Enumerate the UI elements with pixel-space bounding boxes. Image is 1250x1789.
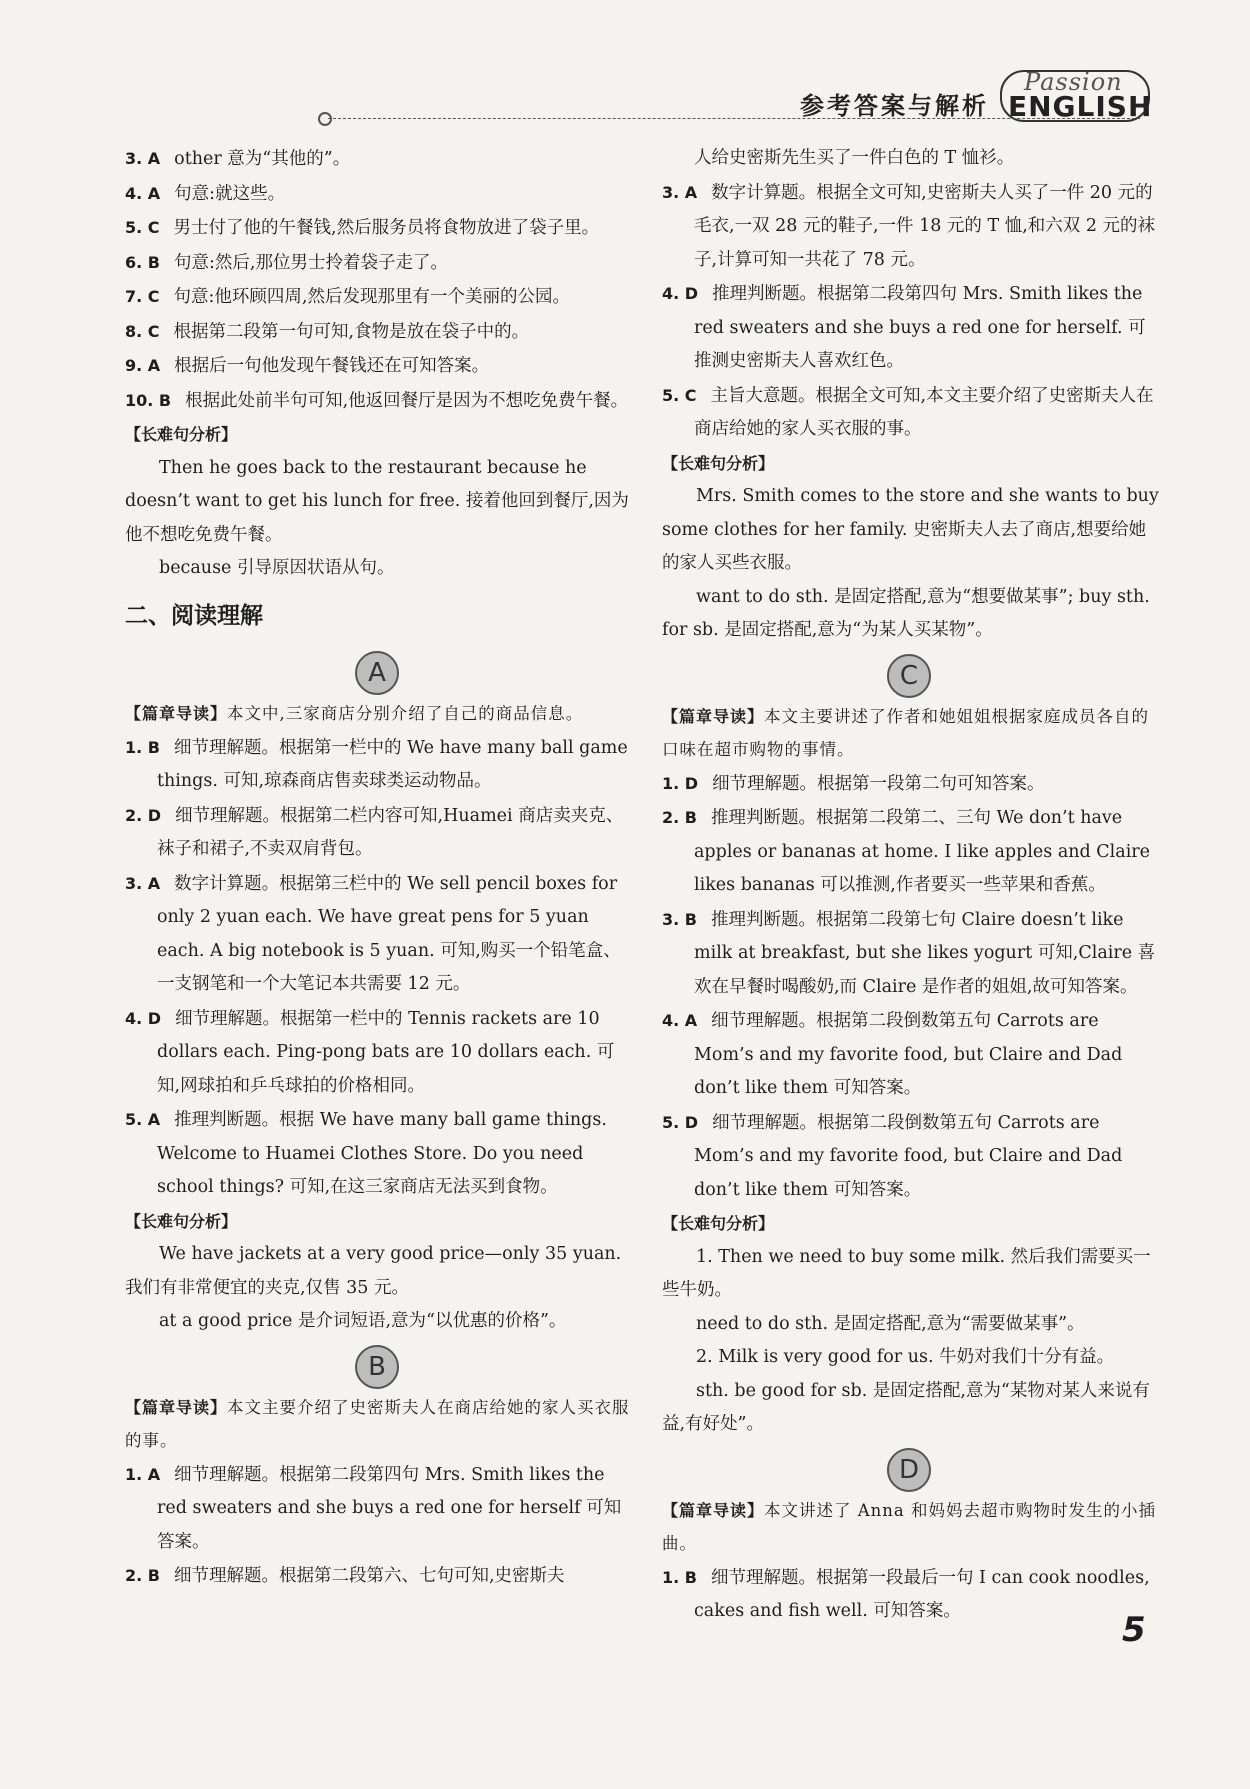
answer-item: 1. D 细节理解题。根据第一段第二句可知答案。	[662, 773, 1045, 794]
answer-item: 2. B 推理判断题。根据第二段第二、三句 We don’t have apples or bananas at home. I like apples and Claire likes bananas 可以推测,作者要买一些苹果和香蕉。	[662, 808, 1151, 895]
answer-item: 1. B 细节理解题。根据第一栏中的 We have many ball game things. 可知,琼森商店售卖球类运动物品。	[125, 737, 628, 791]
analysis-note: need to do sth. 是固定搭配,意为“需要做某事”。	[696, 1313, 1085, 1334]
answer-item: 4. D 推理判断题。根据第二段第四句 Mrs. Smith likes the red sweaters and she buys a red one for herself. 可推测史密斯夫人喜欢红色。	[662, 284, 1146, 371]
analysis-tag: 【长难句分析】	[662, 1214, 775, 1233]
answer-item: 8. C 根据第二段第一句可知,食物是放在袋子中的。	[125, 321, 530, 342]
passage-b-badge: B	[355, 1345, 399, 1389]
analysis-note: want to do sth. 是固定搭配,意为“想要做某事”; buy sth. for sb. 是固定搭配,意为“为某人买某物”。	[662, 586, 1150, 640]
answer-item: 5. C 主旨大意题。根据全文可知,本文主要介绍了史密斯夫人在商店给她的家人买衣服的事。	[662, 385, 1154, 439]
analysis-text: 2. Milk is very good for us. 牛奶对我们十分有益。	[696, 1347, 1115, 1367]
analysis-note: at a good price 是介词短语,意为“以优惠的价格”。	[159, 1311, 567, 1331]
answer-item: 10. B 根据此处前半句可知,他返回餐厅是因为不想吃免费午餐。	[125, 390, 629, 411]
section-title: 二、阅读理解	[125, 602, 263, 629]
passage-c-badge: C	[887, 654, 931, 698]
passage-d-badge: D	[887, 1448, 931, 1492]
answer-item: 5. C 男士付了他的午餐钱,然后服务员将食物放进了袋子里。	[125, 218, 600, 238]
answer-item: 4. D 细节理解题。根据第一栏中的 Tennis rackets are 10 dollars each. Ping-pong bats are 10 dollars each. 可知,网球拍和乒乓球拍的价格相同。	[125, 1008, 615, 1096]
analysis-text: Then he goes back to the restaurant because he doesn’t want to get his lunch for free. 接着他回到餐厅,因为他不想吃免费午餐。	[125, 457, 629, 545]
answer-item: 3. A 数字计算题。根据全文可知,史密斯夫人买了一件 20 元的毛衣,一双 28 元的鞋子,一件 18 元的 T 恤,和六双 2 元的袜子,计算可知一共花了 78 元。	[662, 182, 1156, 270]
answer-item: 2. B 细节理解题。根据第二段第六、七句可知,史密斯夫	[125, 1566, 565, 1586]
answer-item: 1. A 细节理解题。根据第二段第四句 Mrs. Smith likes the red sweaters and she buys a red one for herself 可知答案。	[125, 1464, 622, 1552]
continued-text: 人给史密斯先生买了一件白色的 T 恤衫。	[694, 148, 1015, 168]
analysis-tag: 【长难句分析】	[125, 425, 238, 444]
passion-english-logo	[1000, 68, 1153, 123]
answer-item: 7. C 句意:他环顾四周,然后发现那里有一个美丽的公园。	[125, 287, 570, 307]
analysis-tag: 【长难句分析】	[125, 1211, 238, 1231]
analysis-text: Mrs. Smith comes to the store and she wants to buy some clothes for her family. 史密斯夫人去了商店,想要给她的家人买些衣服。	[662, 486, 1159, 573]
answer-item: 4. A 细节理解题。根据第二段倒数第五句 Carrots are Mom’s and my favorite food, but Claire and Dad don’t like them 可知答案。	[662, 1011, 1123, 1098]
answer-item: 3. A other 意为“其他的”。	[125, 149, 351, 169]
logo-top-text: Passion	[1024, 68, 1123, 96]
logo-bottom-text: ENGLISH	[1008, 90, 1153, 123]
analysis-text: 1. Then we need to buy some milk. 然后我们需要买一些牛奶。	[662, 1246, 1151, 1300]
header-rule-dot	[318, 112, 332, 126]
answer-item: 4. A 句意:就这些。	[125, 183, 286, 204]
answer-item: 2. D 细节理解题。根据第二栏内容可知,Huamei 商店卖夹克、袜子和裙子,不卖双肩背包。	[125, 805, 624, 859]
guide-d: 【篇章导读】本文讲述了 Anna 和妈妈去超市购物时发生的小插曲。	[662, 1500, 1157, 1553]
analysis-note: sth. be good for sb. 是固定搭配,意为“某物对某人来说有益,有好处”。	[662, 1380, 1150, 1434]
analysis-tag: 【长难句分析】	[662, 453, 775, 473]
analysis-text: We have jackets at a very good price—only 35 yuan. 我们有非常便宜的夹克,仅售 35 元。	[125, 1244, 622, 1298]
answer-item: 9. A 根据后一句他发现午餐钱还在可知答案。	[125, 356, 490, 376]
guide-c: 【篇章导读】本文主要讲述了作者和她姐姐根据家庭成员各自的口味在超市购物的事情。	[662, 706, 1150, 759]
header-title: 参考答案与解析	[800, 92, 989, 120]
header-rule	[328, 118, 1140, 119]
answer-item: 3. A 数字计算题。根据第三栏中的 We sell pencil boxes for only 2 yuan each. We have great pens for 5 yuan each. A big notebook is 5 yuan. 可知,购买一个铅笔盒、一支钢笔和一个大笔记本共需要 12 元。	[125, 873, 621, 994]
analysis-note: because 引导原因状语从句。	[159, 558, 395, 578]
answer-item: 5. A 推理判断题。根据 We have many ball game things. Welcome to Huamei Clothes Store. Do you need school things? 可知,在这三家商店无法买到食物。	[125, 1110, 607, 1197]
guide-b: 【篇章导读】本文主要介绍了史密斯夫人在商店给她的家人买衣服的事。	[125, 1397, 630, 1450]
guide-a: 【篇章导读】本文中,三家商店分别介绍了自己的商品信息。	[125, 704, 584, 723]
answer-item: 5. D 细节理解题。根据第二段倒数第五句 Carrots are Mom’s and my favorite food, but Claire and Dad don’t like them 可知答案。	[662, 1112, 1123, 1200]
passage-a-badge: A	[355, 651, 399, 695]
answer-item: 1. B 细节理解题。根据第一段最后一句 I can cook noodles, cakes and fish well. 可知答案。	[662, 1567, 1150, 1621]
right-column	[662, 142, 1162, 1629]
page-number: 5	[1122, 1610, 1146, 1650]
answer-item: 3. B 推理判断题。根据第二段第七句 Claire doesn’t like milk at breakfast, but she likes yogurt 可知,Claire 喜欢在早餐时喝酸奶,而 Claire 是作者的姐姐,故可知答案。	[662, 909, 1156, 997]
answer-item: 6. B 句意:然后,那位男士拎着袋子走了。	[125, 252, 448, 273]
page-header	[0, 0, 1250, 130]
left-column	[125, 142, 635, 1594]
